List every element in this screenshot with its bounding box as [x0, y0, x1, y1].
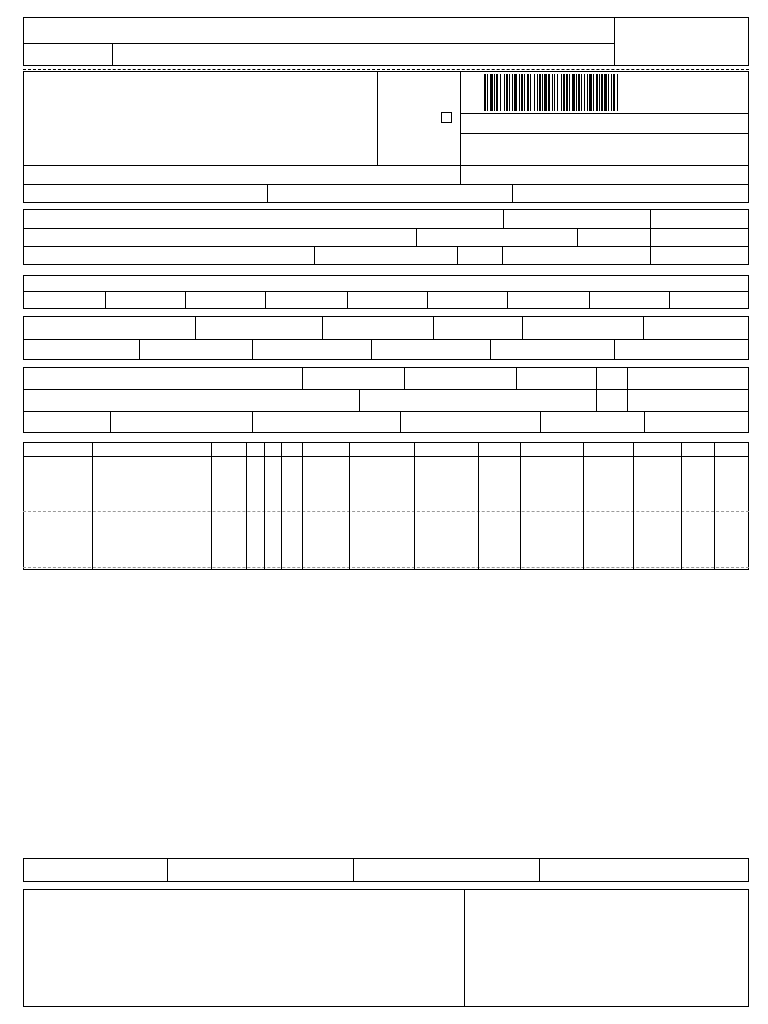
barcode-bar: [494, 74, 495, 111]
authorization-number-field: [461, 166, 748, 184]
recipient-state-field: [458, 247, 502, 265]
transport-row2-separator-1: [359, 389, 360, 411]
barcode-bar: [617, 74, 618, 111]
barcode-bar: [484, 74, 486, 111]
tax-row1-separator-5: [643, 316, 644, 339]
products-col-separator-2: [211, 442, 212, 570]
entry-exit-checkbox[interactable]: [441, 112, 452, 123]
barcode-bar: [599, 74, 600, 111]
receipt-number-field: [615, 18, 748, 65]
access-key-field: [461, 114, 748, 133]
recipient-name-field: [24, 210, 503, 228]
barcode-bar: [552, 74, 553, 111]
barcode-bar: [608, 74, 609, 111]
products-col-separator-8: [414, 442, 415, 570]
issqn-block: [23, 858, 749, 882]
barcode-bar: [613, 74, 615, 111]
barcode-bar: [581, 74, 582, 111]
tax-row1-separator-1: [195, 316, 196, 339]
transport-block: [23, 367, 749, 433]
barcode-bar: [519, 74, 520, 111]
state-registration-field: [24, 185, 267, 202]
barcode-bar: [569, 74, 570, 111]
barcode-bar: [561, 74, 562, 111]
recipient-city-field: [24, 247, 314, 265]
transport-row3-separator-4: [540, 411, 541, 433]
invoice-separator-3: [265, 291, 266, 309]
barcode: [484, 74, 712, 111]
issqn-separator-2: [353, 858, 354, 882]
fiscal-reserved-field: [465, 890, 748, 1006]
barcode-bar: [534, 74, 535, 111]
invoice-block: [23, 275, 749, 309]
issuer-info-area: [24, 72, 377, 165]
complementary-info-field: [24, 890, 464, 1006]
products-col-separator-14: [714, 442, 715, 570]
recipient-district-field: [417, 229, 577, 246]
barcode-bar: [554, 74, 555, 111]
barcode-bar: [611, 74, 612, 111]
tax-row2-separator-4: [490, 339, 491, 360]
recipient-cnpj-field: [504, 210, 650, 228]
products-col-separator-7: [349, 442, 350, 570]
transport-row1-separator-3: [516, 367, 517, 389]
barcode-bar: [500, 74, 501, 111]
receipt-date-field[interactable]: [24, 44, 112, 65]
barcode-bar: [487, 74, 488, 111]
tax-row1-separator-4: [522, 316, 523, 339]
tax-row2-separator-1: [139, 339, 140, 360]
barcode-bar: [601, 74, 603, 111]
products-col-separator-9: [478, 442, 479, 570]
transport-row3-separator-3: [400, 411, 401, 433]
invoice-separator-1: [105, 291, 106, 309]
barcode-bar: [557, 74, 558, 111]
transport-row1-separator-1: [302, 367, 303, 389]
products-col-separator-12: [633, 442, 634, 570]
transport-divider-2: [23, 411, 749, 412]
barcode-bar: [490, 74, 493, 111]
products-bottom-fold-line: [23, 567, 749, 568]
barcode-bar: [548, 74, 550, 111]
invoice-separator-6: [507, 291, 508, 309]
tear-off-line: [23, 69, 749, 70]
barcode-bar: [576, 74, 577, 111]
transport-row3-separator-2: [252, 411, 253, 433]
transport-row2b-separator-1: [627, 389, 628, 411]
invoice-separator-7: [589, 291, 590, 309]
products-col-separator-6: [302, 442, 303, 570]
barcode-bar: [514, 74, 517, 111]
barcode-bar: [563, 74, 565, 111]
transport-row1-separator-4: [627, 367, 628, 389]
transport-divider-1: [23, 389, 749, 390]
invoice-separator-4: [347, 291, 348, 309]
substitute-registration-field: [268, 185, 512, 202]
barcode-bar: [596, 74, 598, 111]
transport-row1-separator-2: [404, 367, 405, 389]
products-table: [23, 442, 749, 570]
products-col-separator-11: [583, 442, 584, 570]
products-col-separator-5: [281, 442, 282, 570]
barcode-bar: [539, 74, 541, 111]
products-col-separator-10: [520, 442, 521, 570]
barcode-bar: [504, 74, 505, 111]
products-header-divider: [23, 456, 749, 457]
tax-row1-separator-3: [433, 316, 434, 339]
invoice-separator-8: [669, 291, 670, 309]
transport-row3-separator-1: [110, 411, 111, 433]
exit-time-field: [651, 247, 748, 265]
cnpj-field: [513, 185, 748, 202]
barcode-bar: [527, 74, 529, 111]
operation-nature-field: [24, 166, 460, 184]
tax-row1-separator-2: [322, 316, 323, 339]
barcode-bar: [509, 74, 510, 111]
invoice-divider: [23, 291, 749, 292]
barcode-bar: [512, 74, 513, 111]
products-fold-line: [23, 511, 749, 512]
barcode-bar: [572, 74, 575, 111]
barcode-bar: [589, 74, 592, 111]
barcode-bar: [521, 74, 523, 111]
products-col-separator-13: [681, 442, 682, 570]
tax-row2-separator-3: [371, 339, 372, 360]
issqn-separator-3: [539, 858, 540, 882]
tax-calculation-block: [23, 316, 749, 360]
barcode-bar: [542, 74, 543, 111]
barcode-bar: [544, 74, 547, 111]
barcode-bar: [578, 74, 580, 111]
barcode-bar: [506, 74, 508, 111]
tax-calculation-divider: [23, 339, 749, 340]
barcode-bar: [604, 74, 607, 111]
recipient-ie-field: [503, 247, 650, 265]
products-col-separator-1: [92, 442, 93, 570]
exit-date-field: [651, 229, 748, 246]
issue-date-field: [651, 210, 748, 228]
barcode-bar: [593, 74, 594, 111]
issqn-separator-1: [167, 858, 168, 882]
barcode-bar: [537, 74, 538, 111]
barcode-bar: [530, 74, 531, 111]
barcode-bar: [566, 74, 568, 111]
invoice-separator-2: [185, 291, 186, 309]
barcode-bar: [587, 74, 588, 111]
barcode-bar: [496, 74, 498, 111]
recipient-phone-field: [315, 247, 457, 265]
authorization-protocol-field: [461, 134, 748, 165]
barcode-bar: [584, 74, 585, 111]
recipient-address-field: [24, 229, 416, 246]
products-col-separator-3: [246, 442, 247, 570]
products-col-separator-4: [264, 442, 265, 570]
tax-row2-separator-2: [252, 339, 253, 360]
invoice-separator-5: [427, 291, 428, 309]
barcode-bar: [524, 74, 525, 111]
recipient-zip-field: [578, 229, 650, 246]
transport-row3-separator-5: [644, 411, 645, 433]
receipt-signature-field[interactable]: [113, 44, 614, 65]
transport-uf-separator-1: [596, 367, 597, 411]
tax-row2-separator-5: [614, 339, 615, 360]
